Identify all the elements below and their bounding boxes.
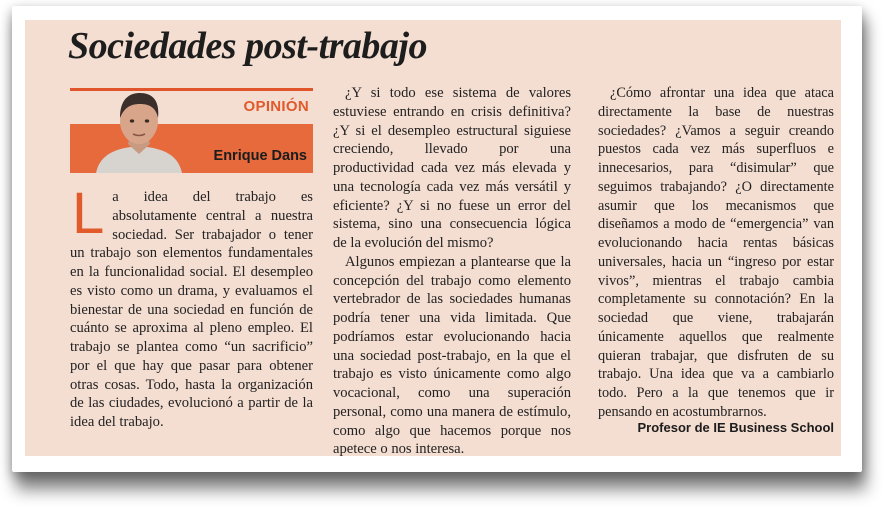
- article-headline: Sociedades post-trabajo: [68, 25, 427, 67]
- article-paragraph: ¿Cómo afrontar una idea que ataca directamente la base de nuestras sociedades? ¿Vamos a seguir creando puestos cada vez más superfluos e innecesarios, para “disimular” que seguimos trabajando? ¿O directamente asumir que los mecanismos que diseñamos a modo de “emergencia” van evolucionando hacia rentas básicas universales, hacia un “ingreso por estar vivos”, mientras el trabajo cambia completamente su connotación? En la sociedad que viene, trabajarán únicamente aquellos que realmente quieran trabajar, que disfruten de su trabajo. Una idea que va a cambiarlo todo. Pero a la que tenemos que ir pensando en acostumbrarnos.: [598, 85, 834, 420]
- article-paragraph: [70, 181, 313, 432]
- article-paragraph: Algunos empiezan a plantearse que la concepción del trabajo como elemento vertebrador de las sociedades humanas podría tener una vida limitada. Que podríamos estar evolucionando hacia una sociedad post-trabajo, en la que el trabajo es visto únicamente como algo vocacional, como una superación personal, como una manera de estímulo, como algo que hacemos porque nos apetece o nos interesa.: [333, 253, 571, 458]
- article-column-3: [598, 84, 834, 422]
- author-portrait: [90, 88, 188, 173]
- section-label: OPINIÓN: [243, 98, 309, 115]
- author-role: Profesor de IE Business School: [637, 420, 834, 435]
- paragraph-text: a idea del trabajo es absolutamente central a nuestra sociedad. Ser trabajador o tener un trabajo son elementos fundamentales en la funcionalidad social. El desempleo es visto como un drama, y evaluamos el bienestar de una sociedad en función de cuánto se aproxima al pleno empleo. El trabajo se plantea como “un sacrificio” por el que hay que pasar para obtener otras cosas. Todo, hasta la organización de las ciudades, evolucionó a partir de la idea del trabajo.: [70, 189, 313, 430]
- drop-cap: L: [72, 181, 105, 246]
- article-paragraph: ¿Y si todo ese sistema de valores estuviese entrando en crisis definitiva? ¿Y si el desempleo estructural siguiese creciendo, llevado por una productividad cada vez más elevada y una tecnología cada vez más versátil y eficiente? ¿Y si no fuese un error del sistema, sino una consecuencia lógica de la evolución del mismo?: [333, 85, 571, 251]
- article-column-2: [333, 84, 571, 459]
- author-name: Enrique Dans: [213, 148, 307, 164]
- article-column-1: [70, 181, 313, 432]
- opinion-header: [70, 88, 313, 173]
